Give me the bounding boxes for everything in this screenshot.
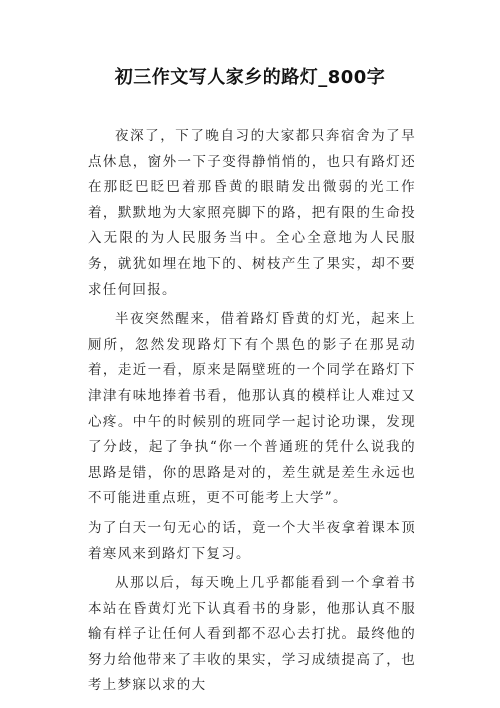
paragraph-3: 为了白天一句无心的话，竟一个大半夜拿着课本顶着寒风来到路灯下复习。 <box>88 519 416 562</box>
page-title: 初三作文写人家乡的路灯_800字 <box>114 67 386 88</box>
paragraph-1: 夜深了，下了晚自习的大家都只奔宿舍为了早点休息，窗外一下子变得静悄悄的，也只有路灯还在那眨巴眨巴着那昏黄的眼睛发出微弱的光工作着，默默地为大家照亮脚下的路，把有限的生命投入无限的为人民服务当中。全心全意地为人民服务，就犹如埋在地下的、树枝产生了果实，却不要求任何回报。 <box>88 128 416 298</box>
article-body <box>88 124 416 703</box>
paragraph-2: 半夜突然醒来，借着路灯昏黄的灯光，起来上厕所，忽然发现路灯下有个黑色的影子在那晃动着，走近一看，原来是隔壁班的一个同学在路灯下津津有味地捧着书看，他那认真的模样让人难过又心疼。中午的时候别的班同学一起讨论功课，发现了分歧，起了争执“你一个普通班的凭什么说我的思路是错，你的思路是对的，差生就是差生永远也不可能进重点班，更不可能考上大学”。 <box>88 311 416 507</box>
paragraph-4: 从那以后，每天晚上几乎都能看到一个拿着书本站在昏黄灯光下认真看书的身影，他那认真不服输有样子让任何人看到都不忍心去打扰。最终他的努力给他带来了丰收的果实，学习成绩提高了，也考上梦寐以求的大 <box>88 575 416 694</box>
